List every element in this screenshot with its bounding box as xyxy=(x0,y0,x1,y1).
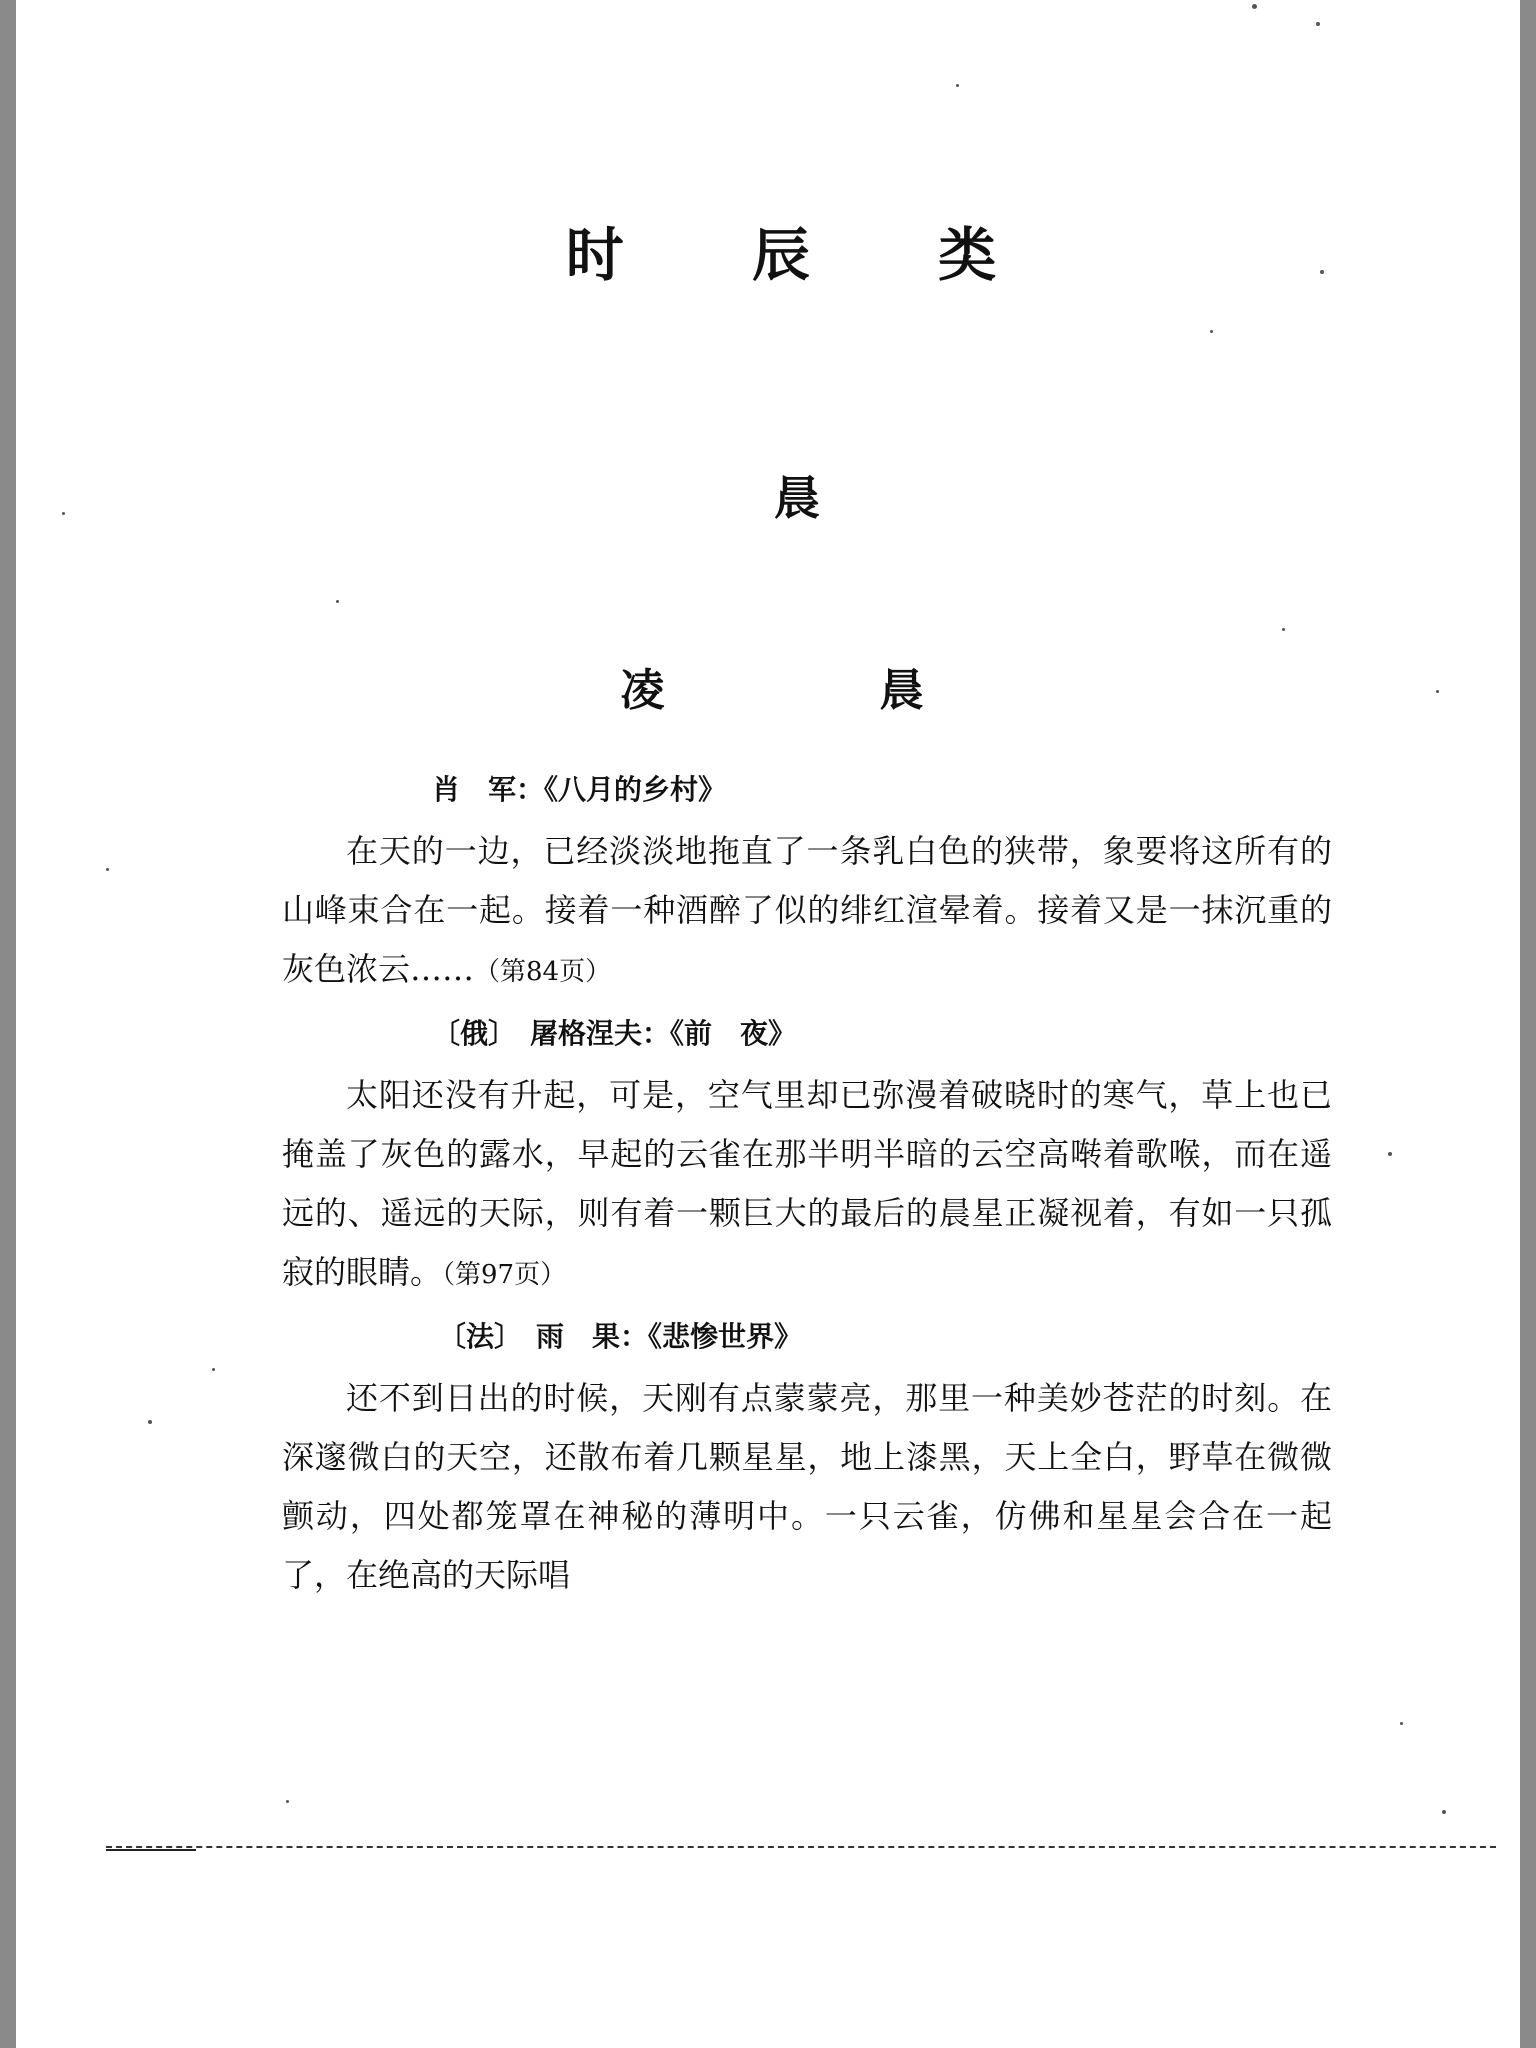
topic-title: 凌 晨 xyxy=(620,665,1024,716)
quote-text: 在天的一边，已经淡淡地拖直了一条乳白色的狭带，象要将这所有的山峰束合在一起。接着一种酒醉了似的绯红渲晕着。接着又是一抹沉重的灰色浓云…… xyxy=(282,832,1332,988)
quote-paragraph xyxy=(282,1066,1332,1305)
quote-text: 还不到日出的时候，天刚有点蒙蒙亮，那里一种美妙苍茫的时刻。在深邃微白的天空，还散布着几颗星星，地上漆黑，天上全白，野草在微微颤动，四处都笼罩在神秘的薄明中。一只云雀，仿佛和星星会合在一起了，在绝高的天际唱 xyxy=(282,1379,1332,1594)
scan-speck xyxy=(956,84,959,87)
scan-speck xyxy=(1210,330,1213,333)
citation: 〔法〕 雨 果：《悲惨世界》 xyxy=(438,1320,803,1353)
section-title: 时 辰 类 xyxy=(565,221,1051,289)
scan-speck xyxy=(336,600,339,603)
page-reference: （第97页） xyxy=(442,1260,567,1290)
scan-speck xyxy=(148,1420,152,1424)
scan-speck xyxy=(1400,1722,1403,1725)
quote-paragraph xyxy=(282,822,1332,1002)
citation: 〔俄〕 屠格涅夫：《前 夜》 xyxy=(432,1017,797,1050)
scan-speck xyxy=(286,1800,289,1803)
scan-speck xyxy=(1388,1152,1392,1156)
subsection-title: 晨 xyxy=(774,471,820,525)
scan-speck xyxy=(1316,22,1320,26)
citation: 肖 军：《八月的乡村》 xyxy=(432,773,727,806)
scan-speck xyxy=(106,868,109,871)
footer-rule xyxy=(106,1849,196,1851)
footer-rule xyxy=(106,1846,1496,1848)
scan-speck xyxy=(1442,1810,1446,1814)
scan-speck xyxy=(212,1368,215,1371)
scan-speck xyxy=(1282,628,1285,631)
quote-text: 太阳还没有升起，可是，空气里却已弥漫着破晓时的寒气，草上也已掩盖了灰色的露水，早起的云雀在那半明半暗的云空高啭着歌喉，而在遥远的、遥远的天际，则有着一颗巨大的最后的晨星正凝视着，有如一只孤寂的眼睛。 xyxy=(282,1076,1332,1291)
scan-speck xyxy=(1252,4,1257,9)
quote-paragraph xyxy=(282,1369,1332,1608)
book-page xyxy=(16,0,1520,2048)
body-text xyxy=(282,758,1332,1608)
page-reference: （第84页） xyxy=(474,957,612,987)
